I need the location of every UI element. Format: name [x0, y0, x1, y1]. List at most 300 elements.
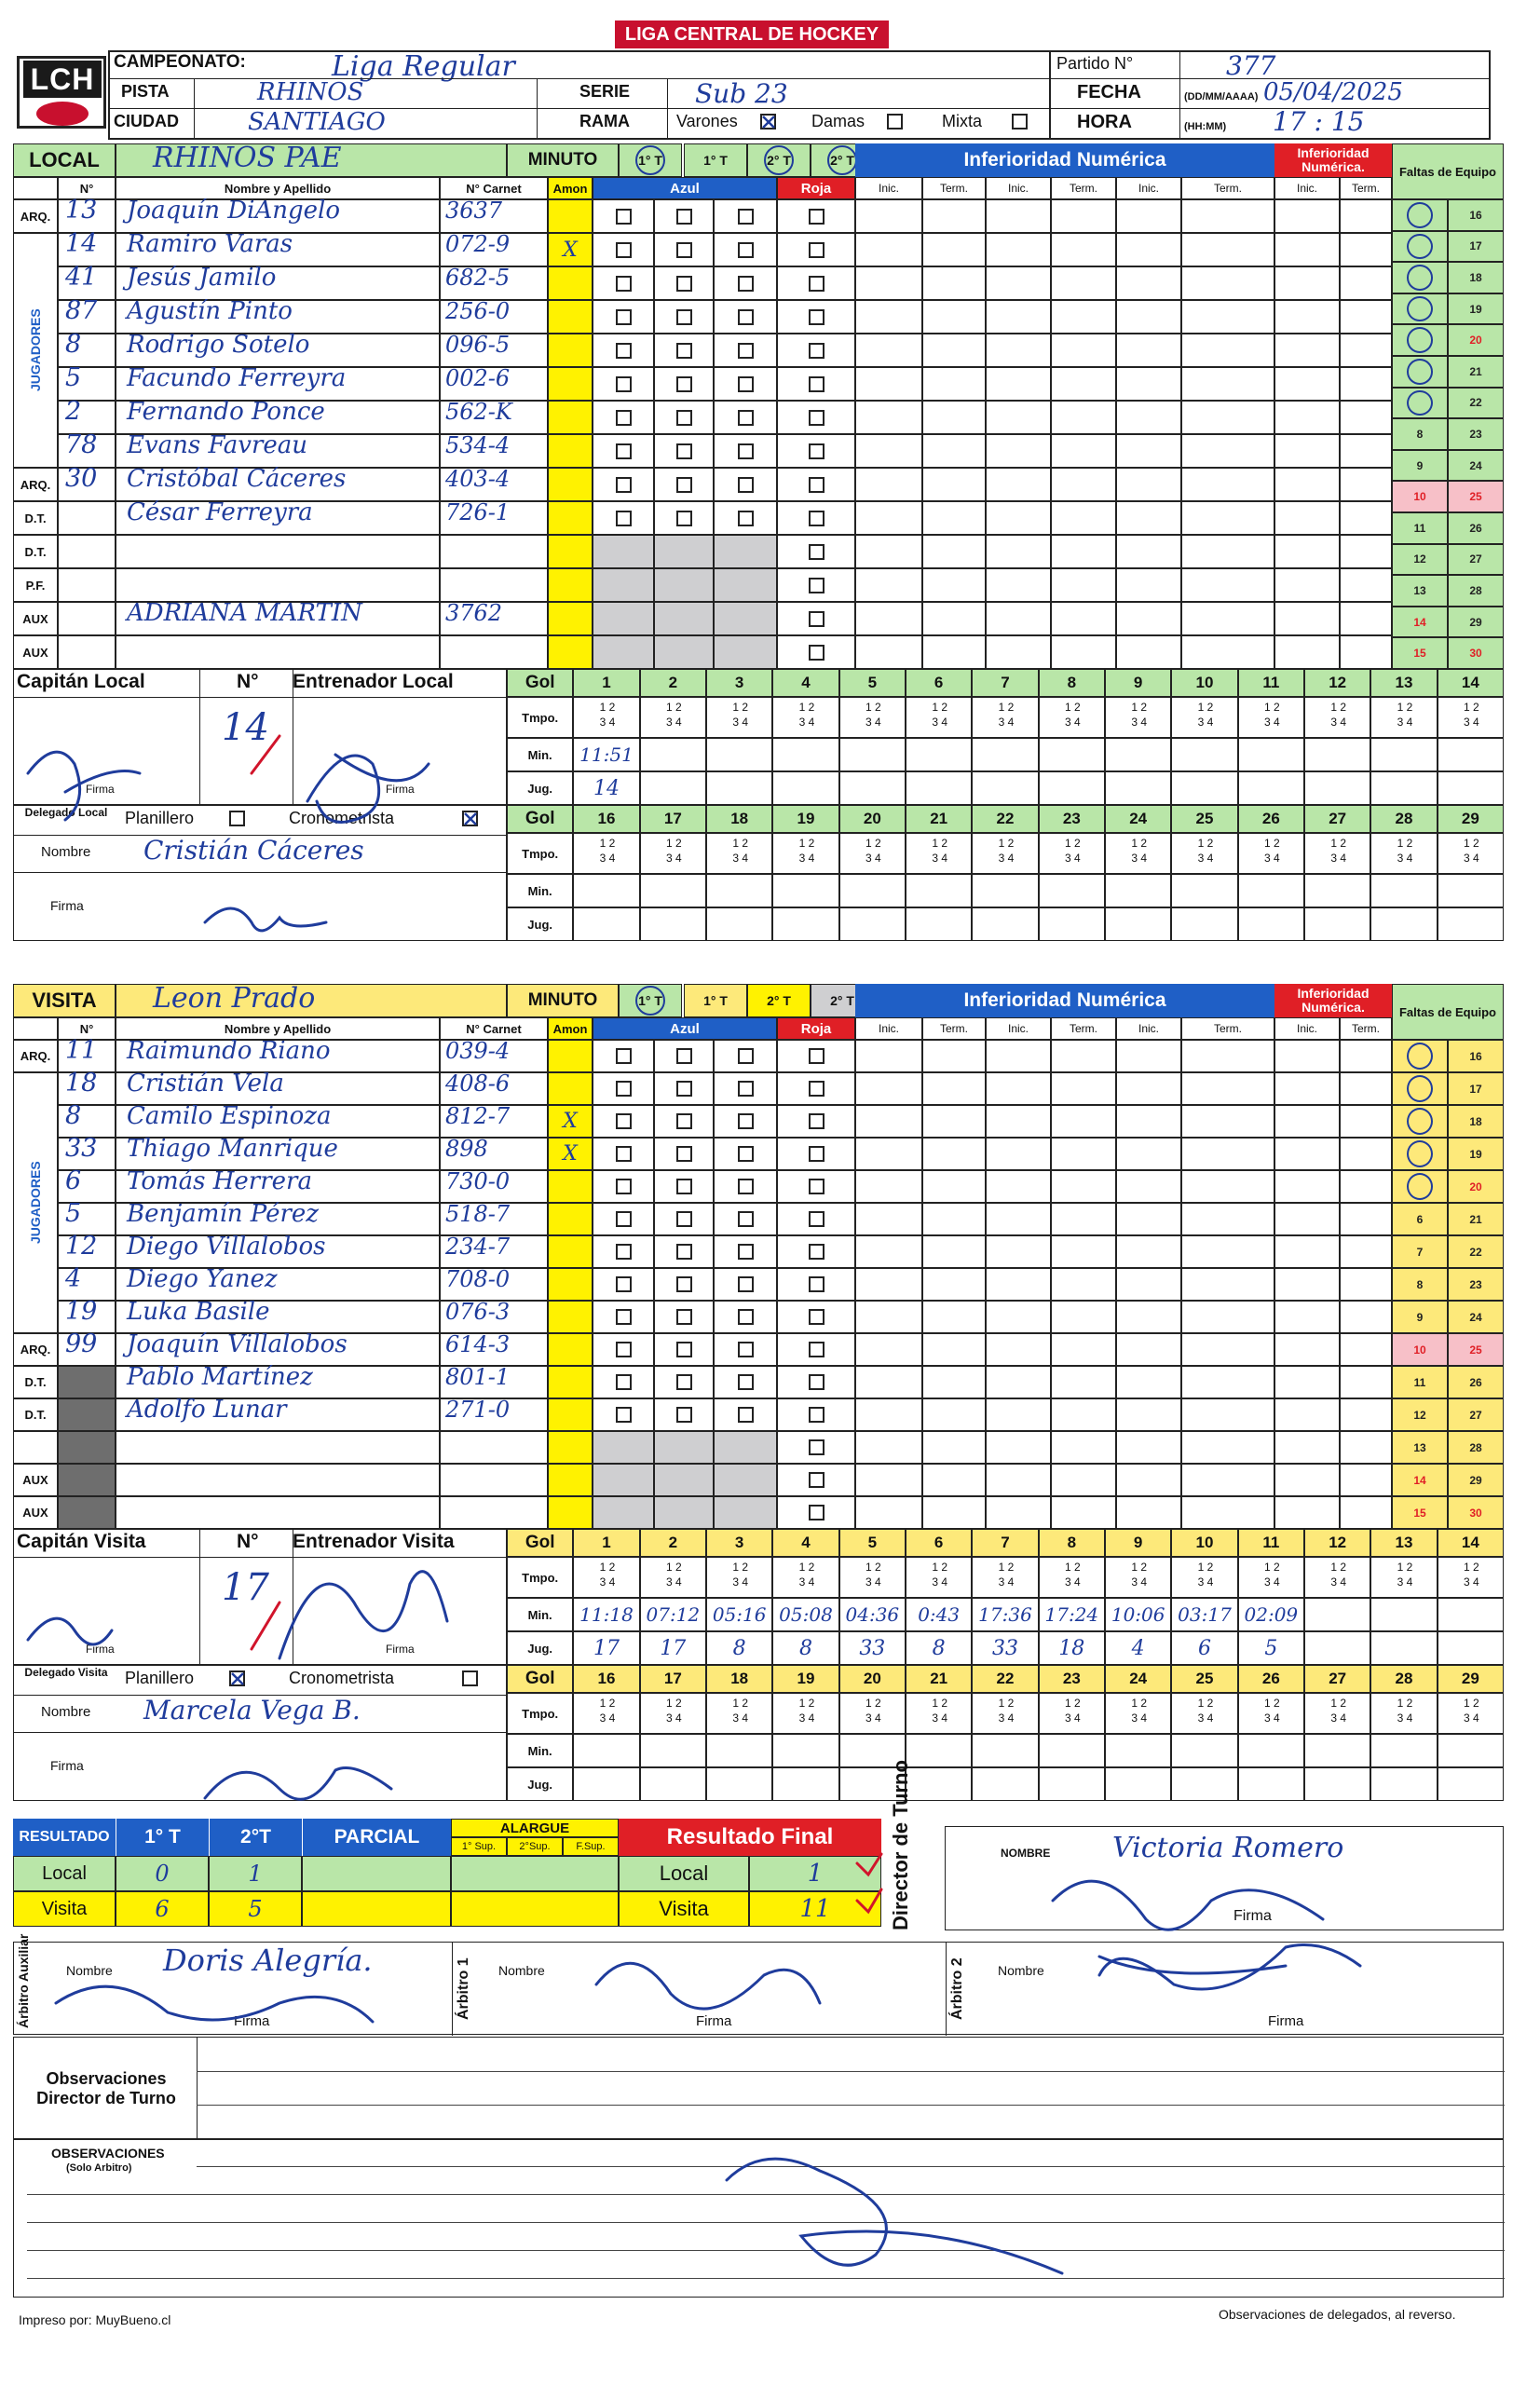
visita-falta-a-10[interactable]: 11 — [1392, 1366, 1448, 1398]
visita-gol-number-1-6: 22 — [972, 1665, 1038, 1693]
local-inf-col-1: Term. — [922, 177, 986, 199]
arbitro2-nombre-label: Nombre — [998, 1963, 1044, 1978]
footer-left: Impreso por: MuyBueno.cl — [19, 2312, 171, 2327]
visita-role-11: D.T. — [13, 1398, 58, 1431]
final-visita-score[interactable]: 11 — [749, 1891, 881, 1927]
visita-inferioridad-red-header: Inferioridad Numérica. — [1274, 984, 1392, 1017]
visita-gol-tmpo-label-0: Tmpo. — [507, 1557, 573, 1598]
tmpo-digits-top: 1 2 — [1131, 1697, 1147, 1710]
local-jugadores-label: JUGADORES — [28, 308, 43, 392]
local-player-number-1: 14 — [65, 229, 98, 258]
local-falta-b-13[interactable]: 29 — [1448, 607, 1504, 638]
visita-gol-number-0-2: 3 — [706, 1529, 772, 1557]
visita-player-name-9: Joaquín Villalobos — [127, 1330, 348, 1358]
local-falta-b-10[interactable]: 26 — [1448, 512, 1504, 544]
visita-t1-score[interactable]: 6 — [116, 1891, 209, 1927]
visita-faltas-header: Faltas de Equipo — [1392, 984, 1504, 1040]
local-falta-b-14[interactable]: 30 — [1448, 637, 1504, 669]
damas-label: Damas — [811, 112, 865, 130]
pista-value[interactable]: RHINOS — [257, 78, 364, 106]
ciudad-value[interactable]: SANTIAGO — [248, 108, 386, 136]
local-falta-b-6[interactable]: 22 — [1448, 388, 1504, 419]
tmpo-digits-top: 1 2 — [665, 1561, 682, 1574]
tmpo-digits-top: 1 2 — [1263, 837, 1280, 850]
visita-gol-number-1-2: 18 — [706, 1665, 772, 1693]
visita-falta-b-7[interactable]: 23 — [1448, 1268, 1504, 1301]
tmpo-digits-bottom: 3 4 — [865, 1711, 881, 1725]
goal-player-value: 17 — [593, 1636, 620, 1660]
local-falta-b-1[interactable]: 17 — [1448, 231, 1504, 263]
visita-amon-cell-2[interactable]: X — [548, 1105, 593, 1138]
local-gol-number-1-5: 21 — [906, 805, 972, 833]
local-gol-number-0-5: 6 — [906, 669, 972, 697]
visita-period-3[interactable]: 2° T — [747, 984, 811, 1017]
visita-falta-a-8[interactable]: 9 — [1392, 1301, 1448, 1333]
visita-inf-col-2: Inic. — [986, 1017, 1051, 1040]
local-gol-number-0-3: 4 — [772, 669, 838, 697]
visita-captain-n-label: N° — [237, 1531, 259, 1552]
tmpo-digits-bottom: 3 4 — [932, 716, 947, 729]
local-inf-col-2: Inic. — [986, 177, 1051, 199]
local-falta-b-0[interactable]: 16 — [1448, 199, 1504, 231]
tmpo-digits-top: 1 2 — [1263, 1561, 1280, 1574]
visita-falta-b-10[interactable]: 26 — [1448, 1366, 1504, 1398]
goal-player-value: 33 — [859, 1636, 886, 1660]
final-local-score[interactable]: 1 — [749, 1856, 881, 1891]
local-captain-signature — [28, 752, 140, 820]
tmpo-digits-bottom: 3 4 — [599, 1575, 616, 1589]
visita-role-0: ARQ. — [13, 1040, 58, 1072]
arbitro-aux-firma-label: Firma — [234, 2013, 270, 2029]
t1-header: 1° T — [116, 1819, 209, 1856]
varones-label: Varones — [676, 112, 738, 130]
tmpo-digits-bottom: 3 4 — [1064, 852, 1081, 865]
fecha-value[interactable]: 05/04/2025 — [1263, 78, 1403, 106]
visita-falta-b-1[interactable]: 17 — [1448, 1072, 1504, 1105]
local-captain-redmark — [252, 736, 279, 773]
visita-delegado-signature — [205, 1768, 391, 1800]
visita-player-number-6: 12 — [65, 1232, 98, 1261]
visita-captain-firma-label: Firma — [86, 1643, 115, 1656]
pista-label: PISTA — [121, 82, 170, 101]
observaciones-signature — [727, 2159, 1062, 2273]
visita-coach-firma-label: Firma — [386, 1643, 415, 1656]
visita-falta-b-4[interactable]: 20 — [1448, 1170, 1504, 1203]
visita-t2-score[interactable]: 5 — [209, 1891, 302, 1927]
observaciones-arbitro-label: OBSERVACIONES — [51, 2146, 165, 2161]
local-falta-a-9[interactable]: 10 — [1392, 481, 1448, 512]
hora-value[interactable]: 17 : 15 — [1273, 106, 1365, 137]
local-col-header-4: Amon — [548, 177, 593, 199]
tmpo-digits-top: 1 2 — [1263, 1697, 1280, 1710]
visita-player-name-11: Adolfo Lunar — [127, 1396, 287, 1424]
visita-falta-a-13[interactable]: 14 — [1392, 1464, 1448, 1496]
tmpo-digits-bottom: 3 4 — [665, 1711, 682, 1725]
local-player-name-6: Fernando Ponce — [127, 398, 325, 426]
tmpo-digits-top: 1 2 — [932, 1697, 947, 1710]
visita-inf-col-3: Term. — [1051, 1017, 1116, 1040]
local-gol-min-label-0: Min. — [507, 738, 573, 771]
local-gol-label-0: Gol — [507, 669, 573, 697]
local-gol-number-1-13: 29 — [1438, 805, 1504, 833]
visita-gol-number-0-4: 5 — [839, 1529, 906, 1557]
visita-period-2[interactable]: 1° T — [684, 984, 747, 1017]
tmpo-digits-top: 1 2 — [798, 1561, 815, 1574]
visita-falta-a-12[interactable]: 13 — [1392, 1431, 1448, 1464]
visita-player-carnet-5: 518-7 — [445, 1201, 511, 1227]
tmpo-digits-top: 1 2 — [998, 701, 1015, 714]
local-player-name-8: Cristóbal Cáceres — [127, 465, 347, 493]
visita-falta-a-6[interactable]: 7 — [1392, 1235, 1448, 1268]
visita-falta-b-0[interactable]: 16 — [1448, 1040, 1504, 1072]
tmpo-digits-top: 1 2 — [998, 1697, 1015, 1710]
goal-minute-value: 05:08 — [779, 1603, 833, 1626]
tmpo-digits-top: 1 2 — [1397, 701, 1413, 714]
tmpo-digits-bottom: 3 4 — [932, 1575, 947, 1589]
tmpo-digits-top: 1 2 — [1397, 1697, 1413, 1710]
visita-gol-number-0-1: 2 — [640, 1529, 706, 1557]
visita-gol-number-1-1: 17 — [640, 1665, 706, 1693]
tmpo-digits-top: 1 2 — [1463, 1697, 1479, 1710]
visita-falta-b-14[interactable]: 30 — [1448, 1496, 1504, 1529]
local-role-10: D.T. — [13, 535, 58, 568]
local-period-2[interactable]: 1° T — [684, 143, 747, 177]
tmpo-digits-top: 1 2 — [1197, 701, 1214, 714]
tmpo-digits-bottom: 3 4 — [1263, 1711, 1280, 1725]
visita-falta-b-3[interactable]: 19 — [1448, 1138, 1504, 1170]
tmpo-digits-top: 1 2 — [665, 701, 682, 714]
visita-player-name-1: Cristián Vela — [127, 1070, 284, 1098]
arbitro-aux-name[interactable]: Doris Alegría. — [163, 1943, 373, 1978]
local-gol-number-0-11: 12 — [1304, 669, 1370, 697]
local-gol-number-1-4: 20 — [839, 805, 906, 833]
visita-player-carnet-6: 234-7 — [445, 1234, 511, 1260]
visita-player-carnet-4: 730-0 — [445, 1168, 511, 1194]
tmpo-digits-top: 1 2 — [1330, 1697, 1346, 1710]
arbitro1-nombre-label: Nombre — [498, 1963, 545, 1978]
tmpo-digits-bottom: 3 4 — [1197, 716, 1214, 729]
tmpo-digits-bottom: 3 4 — [998, 852, 1015, 865]
goal-minute-value: 05:16 — [712, 1603, 767, 1626]
tmpo-digits-bottom: 3 4 — [1330, 1575, 1346, 1589]
visita-player-number-3: 33 — [65, 1134, 98, 1163]
local-gol-number-1-0: 16 — [573, 805, 639, 833]
hora-format: (HH:MM) — [1184, 121, 1227, 132]
local-delegado-name[interactable]: Cristián Cáceres — [143, 835, 364, 866]
visita-gol-jug-label-1: Jug. — [507, 1767, 573, 1801]
visita-gol-min-label-0: Min. — [507, 1598, 573, 1631]
local-period-3[interactable]: 2° T — [747, 143, 811, 177]
serie-value[interactable]: Sub 23 — [695, 78, 788, 109]
visita-falta-b-2[interactable]: 18 — [1448, 1105, 1504, 1138]
visita-player-name-3: Thiago Manrique — [127, 1135, 338, 1163]
tmpo-digits-bottom: 3 4 — [732, 852, 748, 865]
visita-gol-number-1-7: 23 — [1039, 1665, 1105, 1693]
local-gol-number-0-2: 3 — [706, 669, 772, 697]
tmpo-digits-top: 1 2 — [932, 701, 947, 714]
visita-gol-number-0-9: 10 — [1171, 1529, 1237, 1557]
tmpo-digits-bottom: 3 4 — [1064, 1575, 1081, 1589]
tmpo-digits-top: 1 2 — [1131, 701, 1147, 714]
tmpo-digits-top: 1 2 — [798, 701, 815, 714]
arbitro1-label: Árbitro 1 — [456, 1957, 471, 2021]
goal-player-value: 14 — [593, 776, 620, 800]
tmpo-digits-top: 1 2 — [1064, 701, 1081, 714]
arbitro1-firma-label: Firma — [696, 2013, 732, 2029]
visita-falta-b-5[interactable]: 21 — [1448, 1203, 1504, 1235]
local-gol-number-0-10: 11 — [1238, 669, 1304, 697]
local-amon-cell-1[interactable]: X — [548, 233, 593, 266]
tmpo-digits-bottom: 3 4 — [1131, 716, 1147, 729]
visita-gol-number-0-13: 14 — [1438, 1529, 1504, 1557]
local-gol-number-1-1: 17 — [640, 805, 706, 833]
local-gol-number-1-10: 26 — [1238, 805, 1304, 833]
visita-coach-signature — [279, 1572, 447, 1658]
tmpo-digits-bottom: 3 4 — [665, 852, 682, 865]
visita-team-name[interactable]: Leon Prado — [153, 982, 316, 1015]
visita-player-carnet-9: 614-3 — [445, 1331, 511, 1357]
local-falta-b-9[interactable]: 25 — [1448, 481, 1504, 512]
arbitro-aux-label: Árbitro Auxiliar — [16, 1933, 31, 2028]
tmpo-digits-top: 1 2 — [1397, 837, 1413, 850]
visita-falta-a-5[interactable]: 6 — [1392, 1203, 1448, 1235]
ciudad-label: CIUDAD — [114, 112, 179, 130]
visita-falta-b-9[interactable]: 25 — [1448, 1333, 1504, 1366]
visita-period-1[interactable]: 1° T — [619, 984, 682, 1017]
local-t2-score[interactable]: 1 — [209, 1856, 302, 1891]
local-falta-a-12[interactable]: 13 — [1392, 575, 1448, 607]
resultado-local-label: Local — [13, 1856, 116, 1891]
tmpo-digits-bottom: 3 4 — [1397, 1575, 1413, 1589]
local-falta-b-4[interactable]: 20 — [1448, 324, 1504, 356]
local-falta-b-2[interactable]: 18 — [1448, 262, 1504, 293]
local-player-number-3: 87 — [65, 296, 98, 325]
visita-player-number-2: 8 — [65, 1101, 82, 1130]
rama-label: RAMA — [579, 112, 630, 130]
campeonato-value[interactable]: Liga Regular — [332, 50, 515, 83]
hora-label: HORA — [1077, 112, 1132, 132]
local-gol-number-0-7: 8 — [1039, 669, 1105, 697]
visita-player-name-7: Diego Yanez — [127, 1265, 278, 1293]
visita-gol-number-0-12: 13 — [1370, 1529, 1437, 1557]
local-team-name[interactable]: RHINOS PAE — [153, 142, 342, 174]
tmpo-digits-bottom: 3 4 — [1330, 1711, 1346, 1725]
tmpo-digits-bottom: 3 4 — [998, 1575, 1015, 1589]
visita-jugadores-label: JUGADORES — [28, 1161, 43, 1245]
final-local-label: Local — [619, 1856, 749, 1891]
visita-falta-a-9[interactable]: 10 — [1392, 1333, 1448, 1366]
visita-falta-b-8[interactable]: 24 — [1448, 1301, 1504, 1333]
visita-player-carnet-7: 708-0 — [445, 1266, 511, 1292]
tmpo-digits-bottom: 3 4 — [798, 1575, 815, 1589]
tmpo-digits-top: 1 2 — [732, 1561, 748, 1574]
tmpo-digits-bottom: 3 4 — [798, 716, 815, 729]
local-falta-a-11[interactable]: 12 — [1392, 544, 1448, 576]
tmpo-digits-bottom: 3 4 — [732, 1711, 748, 1725]
visita-player-number-9: 99 — [65, 1330, 98, 1358]
goal-minute-value: 03:17 — [1178, 1603, 1232, 1626]
visita-falta-b-13[interactable]: 29 — [1448, 1464, 1504, 1496]
local-falta-b-5[interactable]: 21 — [1448, 356, 1504, 388]
local-coach-label: Entrenador Local — [293, 671, 454, 692]
local-gol-number-1-7: 23 — [1039, 805, 1105, 833]
arbitro2-label: Árbitro 2 — [949, 1957, 965, 2021]
local-falta-a-8[interactable]: 9 — [1392, 450, 1448, 482]
local-falta-b-3[interactable]: 19 — [1448, 293, 1504, 325]
local-role-12: AUX — [13, 602, 58, 635]
tmpo-digits-bottom: 3 4 — [665, 1575, 682, 1589]
mixta-label: Mixta — [942, 112, 983, 130]
local-delegado-firma-label: Firma — [50, 898, 84, 913]
local-falta-b-7[interactable]: 23 — [1448, 418, 1504, 450]
local-falta-a-7[interactable]: 8 — [1392, 418, 1448, 450]
visita-inf-col-0: Inic. — [855, 1017, 922, 1040]
local-gol-number-1-3: 19 — [772, 805, 838, 833]
visita-player-number-1: 18 — [65, 1069, 98, 1098]
local-inf-col-7: Term. — [1340, 177, 1392, 199]
final-visita-label: Visita — [619, 1891, 749, 1927]
goal-minute-value: 17:36 — [978, 1603, 1032, 1626]
goal-player-value: 5 — [1264, 1636, 1278, 1660]
goal-minute-value: 07:12 — [646, 1603, 701, 1626]
visita-inf-col-1: Term. — [922, 1017, 986, 1040]
local-falta-b-8[interactable]: 24 — [1448, 450, 1504, 482]
director-firma-label: Firma — [1233, 1908, 1272, 1924]
visita-falta-b-12[interactable]: 28 — [1448, 1431, 1504, 1464]
observaciones-director-label: Observaciones Director de Turno — [36, 2069, 176, 2107]
tmpo-digits-top: 1 2 — [1197, 1561, 1214, 1574]
final-local-check — [857, 1854, 881, 1875]
local-gol-number-1-2: 18 — [706, 805, 772, 833]
tmpo-digits-bottom: 3 4 — [1064, 716, 1081, 729]
local-falta-a-14[interactable]: 15 — [1392, 637, 1448, 669]
visita-player-name-6: Diego Villalobos — [127, 1233, 326, 1261]
visita-planillero-label: Planillero — [125, 1669, 195, 1687]
tmpo-digits-bottom: 3 4 — [1263, 1575, 1280, 1589]
visita-col-header-1: N° — [58, 1017, 116, 1040]
local-gol-number-1-6: 22 — [972, 805, 1038, 833]
local-role-0: ARQ. — [13, 199, 58, 233]
footer-right: Observaciones de delegados, al reverso. — [1219, 2307, 1456, 2322]
visita-amon-cell-3[interactable]: X — [548, 1138, 593, 1170]
local-player-carnet-0: 3637 — [445, 198, 503, 224]
tmpo-digits-bottom: 3 4 — [1197, 1575, 1214, 1589]
local-gol-number-1-11: 27 — [1304, 805, 1370, 833]
local-player-name-12: ADRIANA MARTIN — [127, 599, 362, 627]
visita-delegado-label: Delegado Visita — [24, 1666, 108, 1679]
visita-captain-signature — [28, 1618, 112, 1644]
visita-col-header-2: Nombre y Apellido — [116, 1017, 440, 1040]
local-gol-number-0-9: 10 — [1171, 669, 1237, 697]
tmpo-digits-top: 1 2 — [865, 1697, 881, 1710]
tmpo-digits-top: 1 2 — [1064, 837, 1081, 850]
tmpo-digits-bottom: 3 4 — [732, 716, 748, 729]
goal-player-value: 17 — [660, 1636, 687, 1660]
visita-falta-a-14[interactable]: 15 — [1392, 1496, 1448, 1529]
visita-coach-label: Entrenador Visita — [293, 1531, 455, 1552]
tmpo-digits-top: 1 2 — [1197, 1697, 1214, 1710]
local-coach-firma-label: Firma — [386, 783, 415, 796]
goal-minute-value: 11:51 — [579, 743, 634, 766]
tmpo-digits-bottom: 3 4 — [599, 852, 616, 865]
tmpo-digits-top: 1 2 — [1064, 1561, 1081, 1574]
tmpo-digits-bottom: 3 4 — [599, 1711, 616, 1725]
tmpo-digits-top: 1 2 — [865, 837, 881, 850]
local-falta-b-12[interactable]: 28 — [1448, 575, 1504, 607]
visita-gol-label-1: Gol — [507, 1665, 573, 1693]
local-t1-score[interactable]: 0 — [116, 1856, 209, 1891]
sup2-header: 2°Sup. — [507, 1837, 563, 1856]
local-captain-number[interactable]: 14 — [222, 706, 269, 749]
tmpo-digits-bottom: 3 4 — [1197, 1711, 1214, 1725]
local-player-number-7: 78 — [65, 430, 98, 459]
local-falta-a-10[interactable]: 11 — [1392, 512, 1448, 544]
tmpo-digits-bottom: 3 4 — [1330, 716, 1346, 729]
goal-player-value: 8 — [798, 1636, 812, 1660]
visita-captain-number[interactable]: 17 — [222, 1566, 269, 1609]
visita-gol-number-1-13: 29 — [1438, 1665, 1504, 1693]
tmpo-digits-bottom: 3 4 — [1463, 1711, 1479, 1725]
visita-delegado-name[interactable]: Marcela Vega B. — [143, 1695, 361, 1725]
visita-gol-number-1-4: 20 — [839, 1665, 906, 1693]
local-player-name-5: Facundo Ferreyra — [127, 364, 347, 392]
goal-player-value: 18 — [1058, 1636, 1085, 1660]
local-falta-b-11[interactable]: 27 — [1448, 544, 1504, 576]
local-player-name-4: Rodrigo Sotelo — [127, 331, 310, 359]
visita-team-label: VISITA — [13, 984, 116, 1017]
local-col-header-3: N° Carnet — [440, 177, 548, 199]
local-falta-a-13[interactable]: 14 — [1392, 607, 1448, 638]
partido-value[interactable]: 377 — [1226, 50, 1276, 81]
tmpo-digits-top: 1 2 — [599, 1561, 616, 1574]
local-gol-number-0-1: 2 — [640, 669, 706, 697]
tmpo-digits-top: 1 2 — [732, 701, 748, 714]
local-azul-header: Azul — [593, 177, 777, 199]
visita-falta-b-6[interactable]: 22 — [1448, 1235, 1504, 1268]
visita-gol-number-0-5: 6 — [906, 1529, 972, 1557]
visita-period-4[interactable]: 2° T — [811, 984, 874, 1017]
local-player-number-0: 13 — [65, 196, 98, 225]
local-team-label: LOCAL — [13, 143, 116, 177]
local-inf-col-4: Inic. — [1116, 177, 1181, 199]
visita-player-carnet-3: 898 — [445, 1136, 488, 1162]
tmpo-digits-bottom: 3 4 — [1131, 1575, 1147, 1589]
visita-falta-a-11[interactable]: 12 — [1392, 1398, 1448, 1431]
local-inferioridad-header: Inferioridad Numérica — [855, 143, 1274, 177]
visita-falta-a-7[interactable]: 8 — [1392, 1268, 1448, 1301]
visita-falta-b-11[interactable]: 27 — [1448, 1398, 1504, 1431]
local-player-carnet-2: 682-5 — [445, 265, 511, 291]
tmpo-digits-top: 1 2 — [865, 1561, 881, 1574]
goal-player-value: 6 — [1197, 1636, 1211, 1660]
local-col-header-2: Nombre y Apellido — [116, 177, 440, 199]
tmpo-digits-top: 1 2 — [732, 1697, 748, 1710]
tmpo-digits-top: 1 2 — [1131, 1561, 1147, 1574]
visita-gol-number-0-11: 12 — [1304, 1529, 1370, 1557]
director-nombre-value[interactable]: Victoria Romero — [1112, 1832, 1344, 1864]
tmpo-digits-top: 1 2 — [599, 837, 616, 850]
tmpo-digits-bottom: 3 4 — [1463, 852, 1479, 865]
local-period-1[interactable]: 1° T — [619, 143, 682, 177]
local-roja-header: Roja — [777, 177, 855, 199]
tmpo-digits-top: 1 2 — [865, 701, 881, 714]
goal-player-value: 4 — [1131, 1636, 1145, 1660]
local-player-number-8: 30 — [65, 464, 98, 493]
goal-minute-value: 0:43 — [918, 1603, 961, 1626]
local-period-4[interactable]: 2° T — [811, 143, 874, 177]
visita-player-number-4: 6 — [65, 1166, 82, 1195]
local-gol-number-1-12: 28 — [1370, 805, 1437, 833]
